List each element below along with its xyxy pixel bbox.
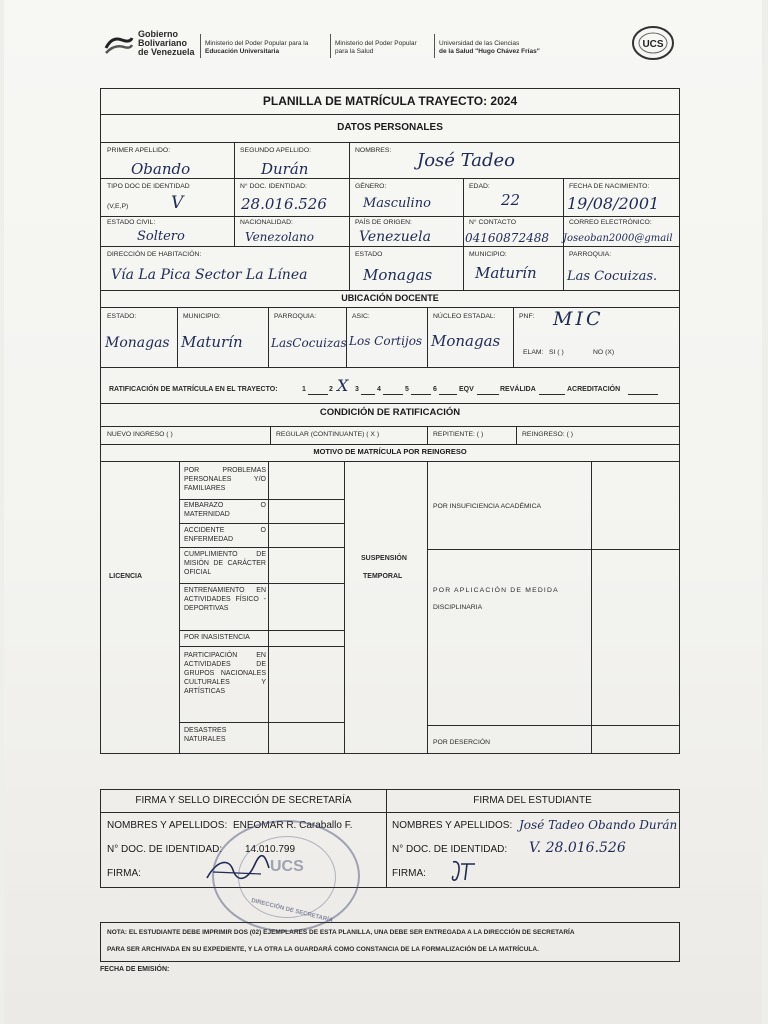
genero-label: GÉNERO: — [355, 183, 387, 190]
fecha-nacimiento-value: 19/08/2001 — [567, 194, 660, 213]
fecha-nacimiento-label: FECHA DE NACIMIENTO: — [569, 183, 650, 190]
ratificacion-label: RATIFICACIÓN DE MATRÍCULA EN EL TRAYECTO: — [109, 386, 278, 393]
nuevo-ingreso-option: NUEVO INGRESO ( ) — [107, 431, 173, 438]
svg-text:UCS: UCS — [642, 39, 664, 50]
signatures-box — [100, 789, 680, 888]
ubic-estado-value: Monagas — [105, 335, 170, 351]
document-sheet — [4, 0, 762, 1024]
ubicacion-title: UBICACIÓN DOCENTE — [341, 293, 439, 303]
estudiante-nombre-value: José Tadeo Obando Durán — [519, 818, 678, 832]
nombres-label: NOMBRES: — [355, 147, 392, 154]
correo-label: CORREO ELECTRÓNICO: — [569, 219, 652, 226]
estado-civil-label: ESTADO CIVIL: — [107, 219, 156, 226]
secretaria-nombres-label: NOMBRES Y APELLIDOS: — [107, 820, 228, 831]
gobierno-text: Gobierno Bolivariano de Venezuela — [138, 29, 195, 57]
elam-si: SI ( ) — [549, 349, 564, 356]
ubic-pnf-label: PNF: — [519, 313, 535, 320]
estado-value: Monagas — [363, 266, 433, 284]
secretaria-doc-label: N° DOC. DE IDENTIDAD: — [107, 844, 223, 855]
ucs-logo-icon — [630, 24, 676, 62]
ratif-mark: X — [337, 376, 349, 395]
ubic-nucleo-value: Monagas — [431, 332, 501, 350]
nacionalidad-value: Venezolano — [245, 230, 314, 244]
institutional-header — [104, 28, 704, 68]
secretaria-title: FIRMA Y SELLO DIRECCIÓN DE SECRETARÍA — [135, 795, 352, 806]
edad-label: EDAD: — [469, 183, 490, 190]
estado-label: ESTADO — [355, 251, 383, 258]
licencia-item-personales: POR PROBLEMAS PERSONALES Y/O FAMILIARES — [184, 467, 266, 492]
licencia-item-entrenamiento: ENTRENAMIENTO EN ACTIVIDADES FÍSICO - DEPORTIVAS — [184, 587, 266, 612]
reingreso-option: REINGRESO: ( ) — [522, 431, 573, 438]
edad-value: 22 — [501, 191, 521, 209]
repitiente-option: REPITIENTE: ( ) — [433, 431, 484, 438]
estudiante-firma-label: FIRMA: — [392, 868, 426, 879]
estudiante-doc-label: N° DOC. DE IDENTIDAD: — [392, 844, 508, 855]
nacionalidad-label: NACIONALIDAD: — [240, 219, 293, 226]
ubic-nucleo-label: NÚCLEO ESTADAL: — [433, 313, 496, 320]
primer-apellido-label: PRIMER APELLIDO: — [107, 147, 171, 154]
primer-apellido-value: Obando — [131, 160, 191, 178]
pais-origen-label: PAÍS DE ORIGEN: — [355, 219, 412, 226]
ratif-opt-eqv: EQV — [459, 386, 474, 393]
universidad-text: Universidad de las Ciencias de la Salud "Hugo Chávez Frías" — [439, 40, 540, 55]
fecha-emision-label: FECHA DE EMISIÓN: — [100, 966, 170, 973]
secretaria-nombre-value: ENEOMAR R. Caraballo F. — [233, 820, 353, 831]
ratif-opt-2: 2 — [329, 386, 333, 393]
licencia-item-mision: CUMPLIMIENTO DE MISIÓN DE CARÁCTER OFICIAL — [184, 551, 266, 576]
licencia-item-inasistencia: POR INASISTENCIA — [184, 634, 250, 641]
estado-civil-value: Soltero — [137, 229, 185, 244]
suspension-label-1: SUSPENSIÓN — [361, 555, 407, 562]
contacto-label: N° CONTACTO — [469, 219, 517, 226]
estudiante-nombres-label: NOMBRES Y APELLIDOS: — [392, 820, 513, 831]
registration-form — [100, 88, 680, 754]
ministerio-salud: Ministerio del Poder Popular para la Salud — [335, 40, 417, 55]
ratif-opt-1: 1 — [302, 386, 306, 393]
ubic-parroquia-label: PARROQUIA: — [274, 313, 317, 320]
ubic-parroquia-value: LasCocuizas — [271, 336, 347, 350]
estudiante-title: FIRMA DEL ESTUDIANTE — [473, 795, 592, 806]
estudiante-signature — [447, 858, 481, 884]
regular-option: REGULAR (CONTINUANTE) ( X ) — [276, 431, 380, 438]
tipo-doc-label: TIPO DOC DE IDENTIDAD — [107, 183, 190, 190]
licencia-item-accidente: ACCIDENTE O ENFERMEDAD — [184, 527, 266, 543]
nota-line-2: PARA SER ARCHIVADA EN SU EXPEDIENTE, Y LA OTRA LA GUARDARÁ COMO CONSTANCIA DE LA FORMALIZACIÓN DE LA MATRÍCULA. — [107, 946, 539, 953]
elam-no: NO (X) — [593, 349, 615, 356]
ubic-pnf-value: MIC — [553, 308, 604, 330]
condicion-title: CONDICIÓN DE RATIFICACIÓN — [319, 407, 461, 418]
direccion-label: DIRECCIÓN DE HABITACIÓN: — [107, 251, 202, 258]
ratif-opt-acreditacion: ACREDITACIÓN — [567, 386, 621, 393]
num-doc-label: N° DOC. IDENTIDAD: — [240, 183, 307, 190]
estudiante-doc-value: V. 28.016.526 — [529, 840, 626, 856]
ministerio-educacion: Ministerio del Poder Popular para la Educación Universitaria — [205, 40, 309, 55]
ratif-opt-4: 4 — [377, 386, 381, 393]
genero-value: Masculino — [363, 196, 431, 211]
direccion-value: Vía La Pica Sector La Línea — [111, 267, 308, 283]
contacto-value: 04160872488 — [465, 231, 549, 245]
ratif-opt-3: 3 — [355, 386, 359, 393]
ratif-opt-6: 6 — [433, 386, 437, 393]
ubic-asic-label: ASIC: — [352, 313, 370, 320]
nota-box — [100, 922, 680, 962]
ratif-opt-5: 5 — [405, 386, 409, 393]
parroquia-label: PARROQUIA: — [569, 251, 612, 258]
licencia-item-desastres: DESASTRES NATURALES — [184, 727, 227, 743]
ubic-municipio-value: Maturín — [181, 333, 243, 351]
secretaria-doc-value: 14.010.799 — [245, 844, 296, 855]
municipio-label: MUNICIPIO: — [469, 251, 507, 258]
motivo-title: MOTIVO DE MATRÍCULA POR REINGRESO — [313, 447, 467, 456]
medida-label-1: POR APLICACIÓN DE MEDIDA — [433, 587, 559, 594]
elam-label: ELAM: — [523, 349, 544, 356]
medida-label-2: DISCIPLINARIA — [433, 604, 483, 611]
num-doc-value: 28.016.526 — [241, 195, 327, 213]
municipio-value: Maturín — [475, 264, 537, 282]
ubic-asic-value: Los Cortijos — [349, 334, 423, 348]
pais-origen-value: Venezuela — [359, 229, 431, 245]
insuficiencia-label: POR INSUFICIENCIA ACADÉMICA — [433, 503, 542, 510]
correo-value: Joseoban2000@gmail — [563, 233, 673, 244]
ratif-opt-revalida: REVÁLIDA — [500, 386, 536, 393]
secretaria-firma-label: FIRMA: — [107, 868, 141, 879]
licencia-item-embarazo: EMBARAZO O MATERNIDAD — [184, 502, 266, 518]
parroquia-value: Las Cocuizas. — [567, 269, 658, 284]
nota-line-1: NOTA: EL ESTUDIANTE DEBE IMPRIMIR DOS (02) EJEMPLARES DE ESTA PLANILLA, UNA DEBE SER ENTREGADA A LA DIRECCIÓN DE SECRETARÍA — [107, 929, 575, 936]
segundo-apellido-value: Durán — [261, 160, 309, 178]
nombres-value: José Tadeo — [417, 150, 516, 171]
desercion-label: POR DESERCIÓN — [433, 739, 491, 746]
licencia-item-participacion: PARTICIPACIÓN EN ACTIVIDADES DE GRUPOS NACIONALES CULTURALES Y ARTÍSTICAS — [184, 652, 266, 695]
ubic-estado-label: ESTADO: — [107, 313, 137, 320]
form-title: PLANILLA DE MATRÍCULA TRAYECTO: 2024 — [262, 94, 518, 108]
licencia-label: LICENCIA — [109, 573, 143, 580]
tipo-doc-value: V — [171, 193, 184, 213]
government-logo-icon — [104, 34, 134, 56]
suspension-label-2: TEMPORAL — [363, 573, 403, 580]
ubic-municipio-label: MUNICIPIO: — [183, 313, 221, 320]
segundo-apellido-label: SEGUNDO APELLIDO: — [240, 147, 312, 154]
tipo-doc-options: (V,E,P) — [107, 203, 129, 210]
datos-personales-title: DATOS PERSONALES — [337, 122, 443, 133]
secretaria-stamp: UCS DIRECCIÓN DE SECRETARÍA — [212, 820, 360, 932]
